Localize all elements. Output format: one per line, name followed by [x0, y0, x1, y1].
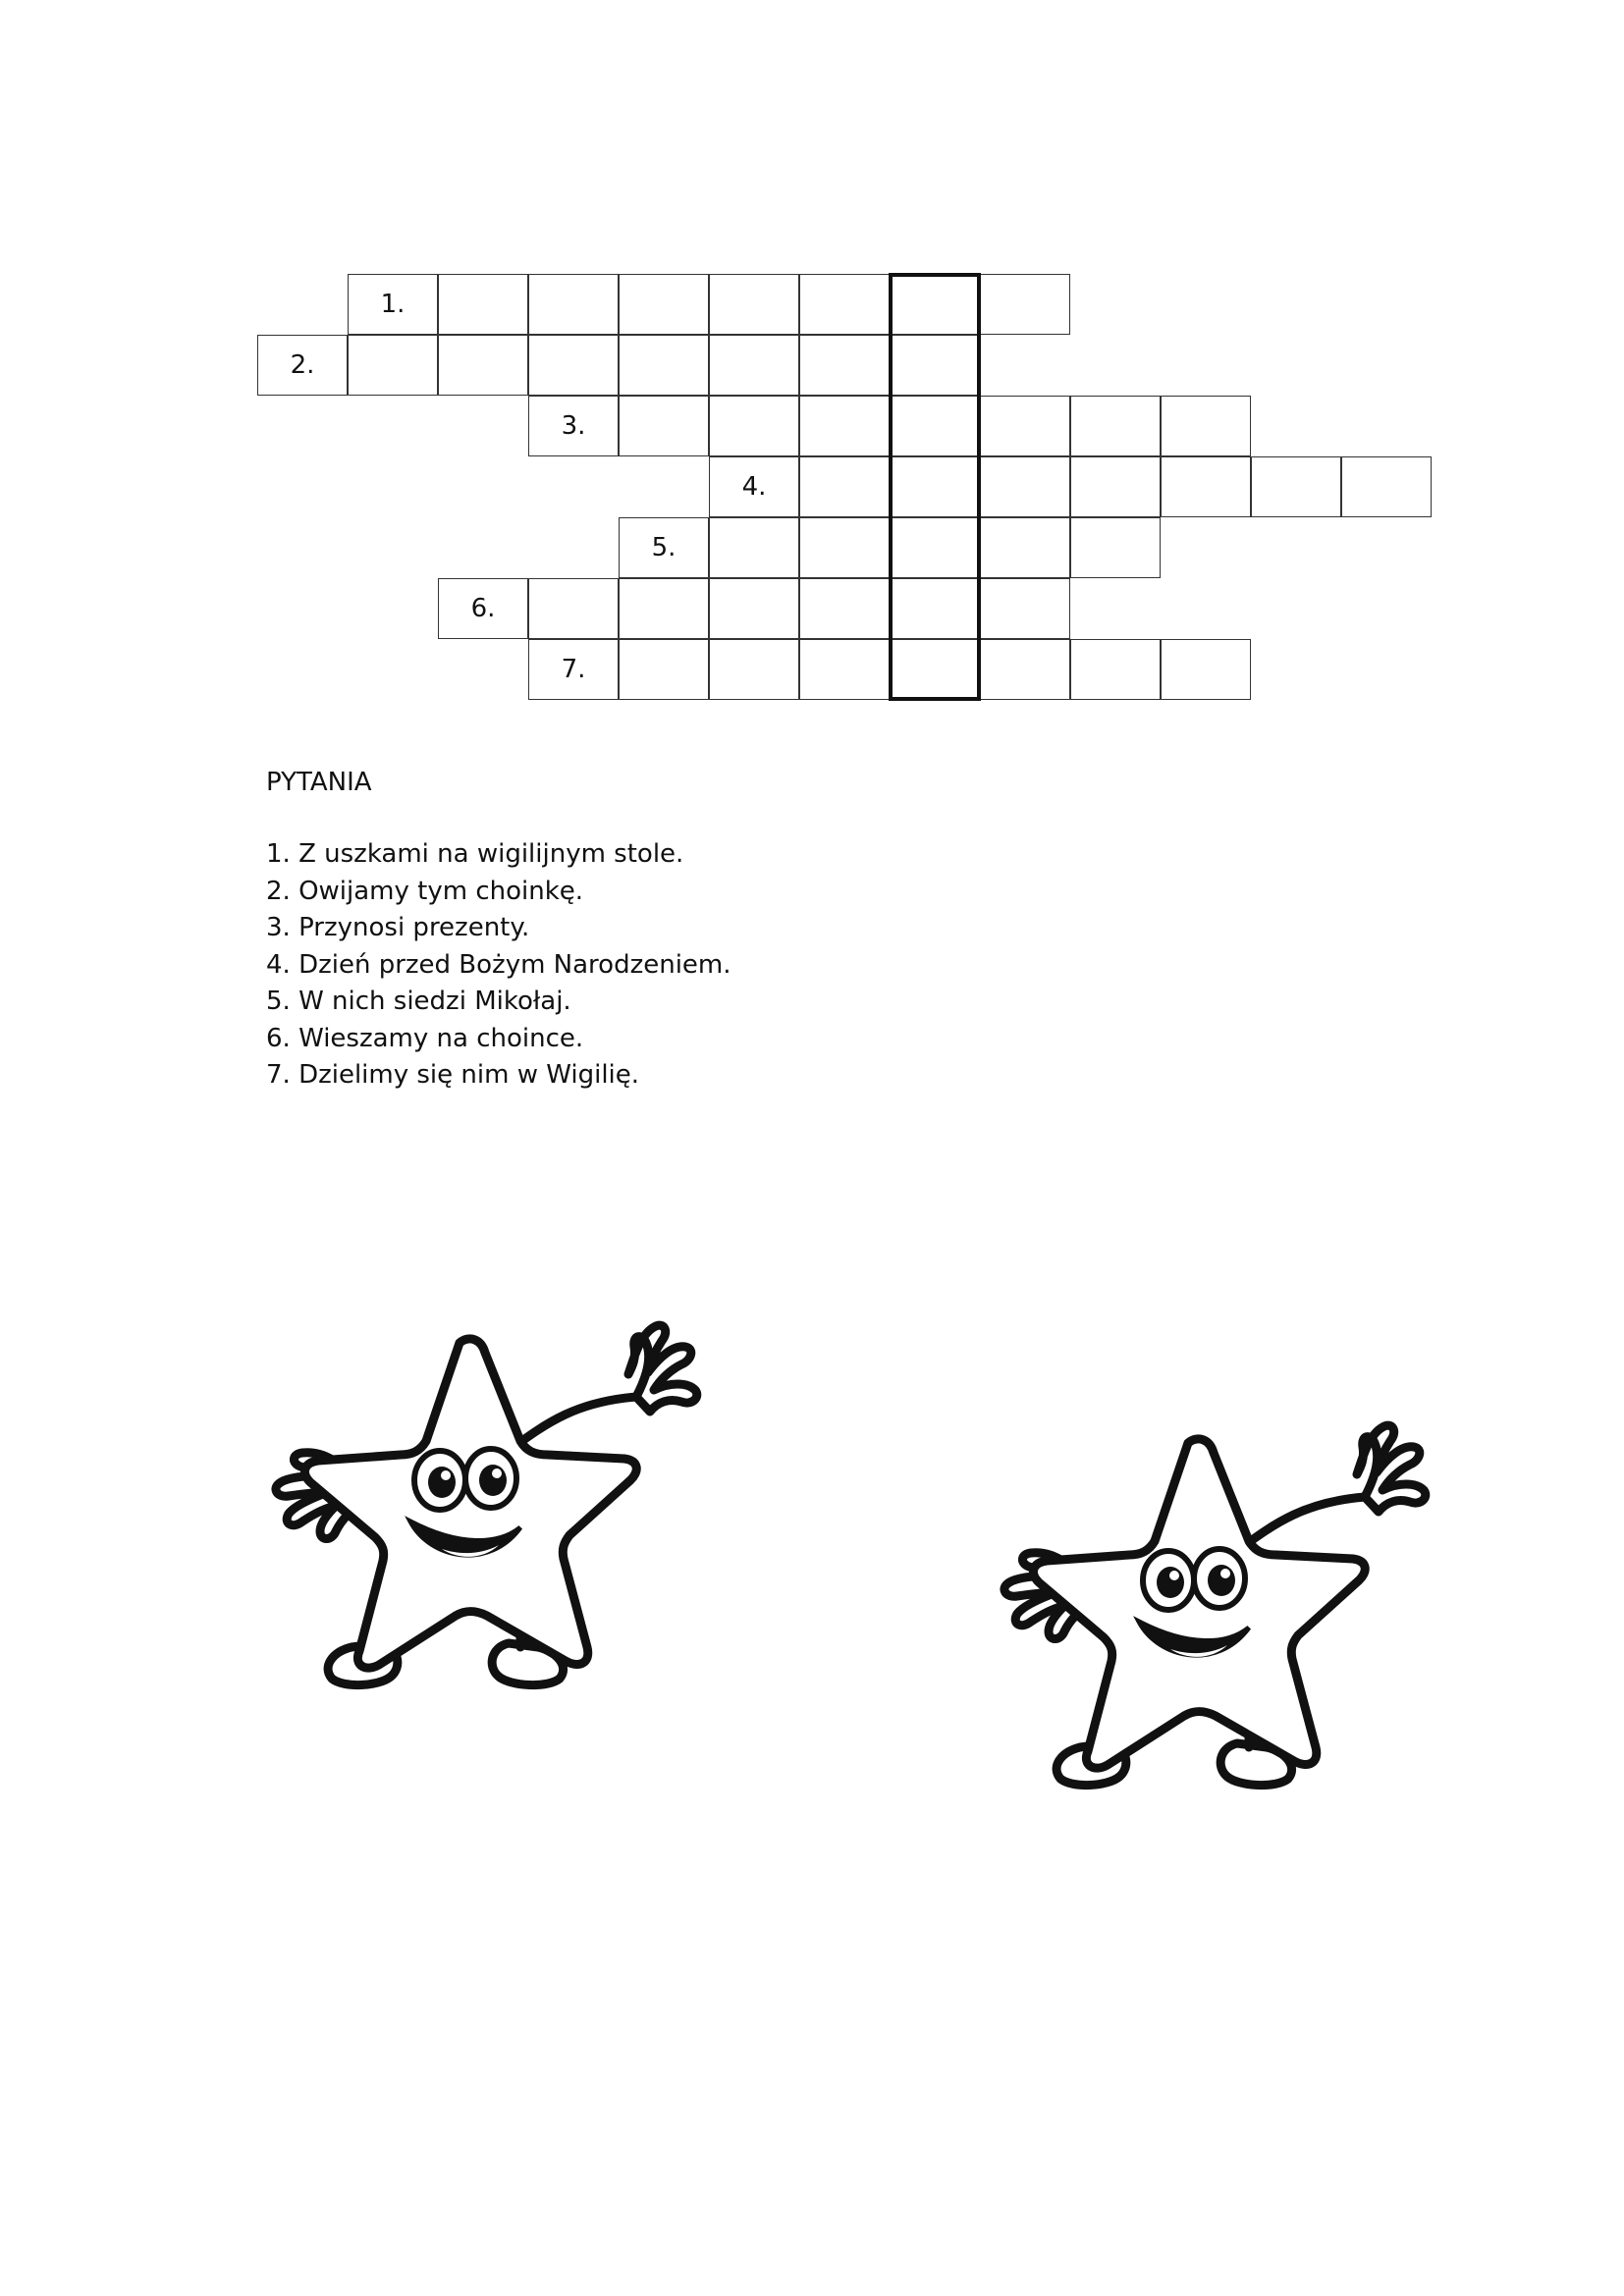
crossword-cell	[619, 335, 709, 396]
clue-number: 2.	[290, 350, 315, 380]
crossword-cell	[619, 639, 709, 700]
crossword-cell	[1070, 396, 1161, 456]
cartoon-star-icon	[992, 1414, 1463, 1826]
crossword-cell	[799, 274, 890, 335]
question-item: 4. Dzień przed Bożym Narodzeniem.	[266, 949, 731, 980]
solution-column-frame	[889, 273, 981, 701]
crossword-cell	[1070, 639, 1161, 700]
crossword-cell	[709, 274, 799, 335]
crossword-number-cell	[619, 517, 709, 578]
crossword-cell	[619, 274, 709, 335]
crossword-cell	[980, 578, 1070, 639]
crossword-number-cell	[257, 335, 348, 396]
crossword-cell	[799, 517, 890, 578]
crossword-cell	[980, 639, 1070, 700]
crossword-cell	[1161, 396, 1251, 456]
crossword-cell	[438, 274, 528, 335]
crossword-cell	[1070, 456, 1161, 517]
crossword-cell	[619, 578, 709, 639]
clue-number: 1.	[380, 290, 406, 319]
clue-number: 5.	[651, 533, 677, 562]
crossword-cell	[528, 274, 619, 335]
crossword-cell	[709, 517, 799, 578]
crossword-cell	[1161, 456, 1251, 517]
clue-number: 3.	[561, 411, 586, 441]
crossword-number-cell	[709, 456, 799, 517]
crossword-cell	[528, 578, 619, 639]
question-item: 6. Wieszamy na choince.	[266, 1023, 584, 1053]
clue-number: 4.	[741, 472, 767, 502]
crossword-cell	[709, 578, 799, 639]
question-item: 5. W nich siedzi Mikołaj.	[266, 987, 571, 1016]
crossword-cell	[799, 396, 890, 456]
crossword-number-cell	[438, 578, 528, 639]
crossword-cell	[799, 639, 890, 700]
crossword-cell	[980, 517, 1070, 578]
crossword-cell	[1341, 456, 1432, 517]
crossword-cell	[799, 335, 890, 396]
question-item: 1. Z uszkami na wigilijnym stole.	[266, 839, 684, 869]
crossword-cell	[1070, 517, 1161, 578]
crossword-cell	[980, 396, 1070, 456]
crossword-cell	[348, 335, 438, 396]
cartoon-star-icon	[263, 1313, 734, 1726]
crossword-cell	[709, 639, 799, 700]
questions-list	[266, 836, 731, 1095]
questions-title: PYTANIA	[266, 768, 372, 797]
crossword-cell	[528, 335, 619, 396]
question-item: 7. Dzielimy się nim w Wigilię.	[266, 1060, 640, 1090]
question-item: 2. Owijamy tym choinkę.	[266, 876, 584, 906]
crossword-cell	[709, 335, 799, 396]
crossword-cell	[799, 578, 890, 639]
crossword-number-cell	[528, 396, 619, 456]
crossword-cell	[619, 396, 709, 456]
crossword-cell	[799, 456, 890, 517]
crossword-cell	[709, 396, 799, 456]
clue-number: 7.	[561, 655, 586, 684]
crossword-cell	[1251, 456, 1341, 517]
question-item: 3. Przynosi prezenty.	[266, 913, 530, 942]
crossword-cell	[1161, 639, 1251, 700]
crossword-cell	[980, 274, 1070, 335]
crossword-cell	[980, 456, 1070, 517]
crossword-number-cell	[348, 274, 438, 335]
clue-number: 6.	[470, 594, 496, 623]
crossword-cell	[438, 335, 528, 396]
crossword-number-cell	[528, 639, 619, 700]
